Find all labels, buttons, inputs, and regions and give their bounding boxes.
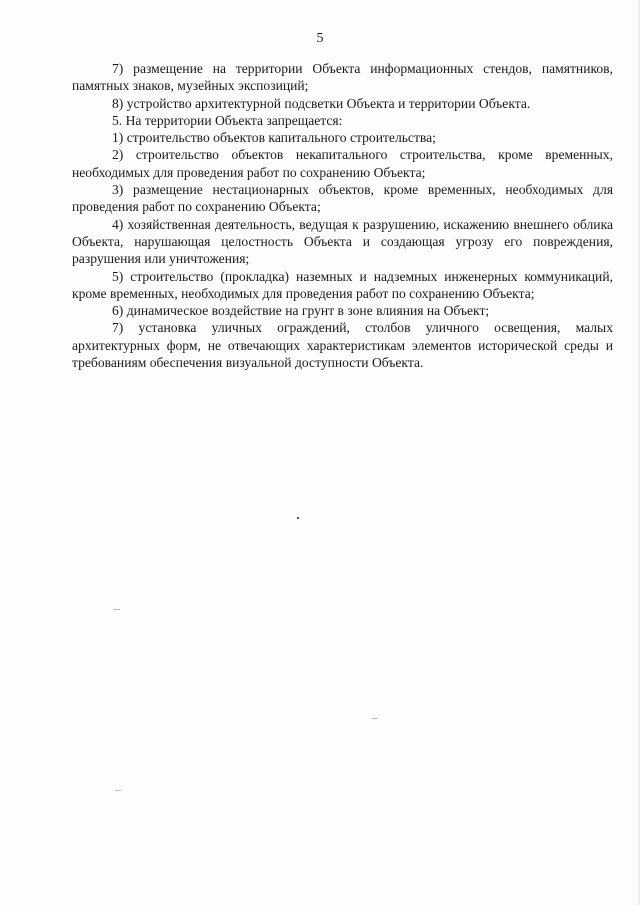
paragraph-item-2-non-capital-construction: 2) строительство объектов некапитального строительства, кроме временных, необходимых для проведения работ по сохранению Объекта; <box>72 147 613 180</box>
scan-speck <box>113 609 120 610</box>
page-number: 5 <box>316 31 324 46</box>
paragraph-item-4-economic-activity: 4) хозяйственная деятельность, ведущая к разрушению, искажению внешнего облика Объекта, нарушающая целостность Объекта и создающая угрозу его повреждения, разрушения или уничтожения; <box>72 216 613 267</box>
document-body <box>72 60 613 371</box>
paragraph-item-8-lighting: 8) устройство архитектурной подсветки Объекта и территории Объекта. <box>112 95 531 111</box>
paragraph-section-5-heading: 5. На территории Объекта запрещается: <box>112 112 343 128</box>
paragraph-item-1-capital-construction: 1) строительство объектов капитального строительства; <box>112 130 436 146</box>
scan-speck <box>297 517 299 519</box>
paragraph-item-6-dynamic-impact: 6) динамическое воздействие на грунт в зоне влияния на Объект; <box>112 303 490 319</box>
paragraph-item-5-utilities: 5) строительство (прокладка) наземных и надземных инженерных коммуникаций, кроме временных, необходимых для проведения работ по сохранению Объекта; <box>72 268 613 301</box>
scan-speck <box>372 718 378 719</box>
paragraph-item-7-info-stands: 7) размещение на территории Объекта информационных стендов, памятников, памятных знаков, музейных экспозиций; <box>72 61 613 94</box>
paragraph-item-3-non-stationary-objects: 3) размещение нестационарных объектов, кроме временных, необходимых для проведения работ по сохранению Объекта; <box>72 182 613 215</box>
scan-speck <box>115 790 121 791</box>
paragraph-item-7-street-fences: 7) установка уличных ограждений, столбов уличного освещения, малых архитектурных форм, не отвечающих характеристикам элементов исторической среды и требованиям обеспечения визуальной доступности Объекта. <box>72 320 613 371</box>
